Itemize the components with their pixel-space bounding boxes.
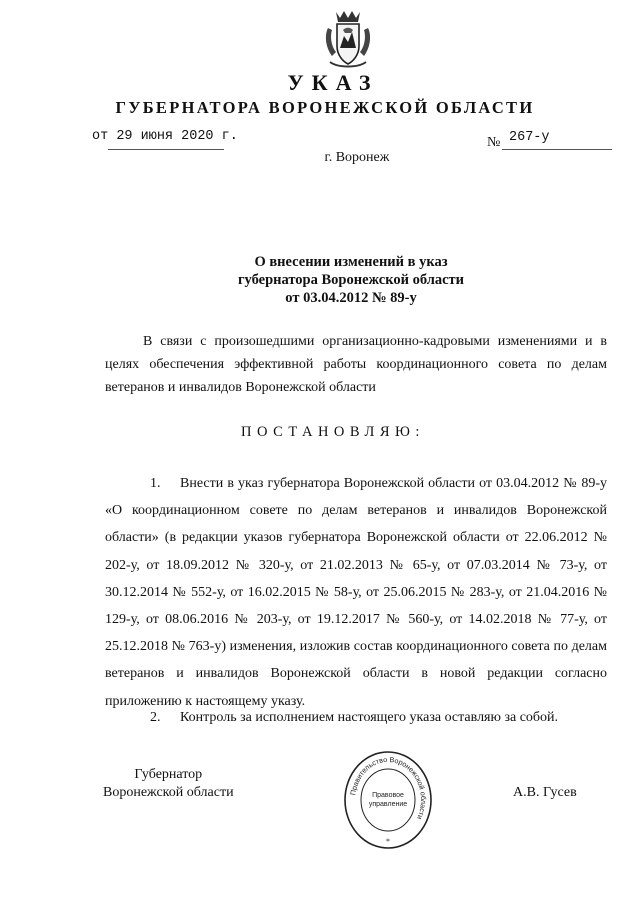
intro-paragraph: В связи с произошедшими организационно-кадровыми изменениями и в целях обеспечения эффективной работы координационного совета по делам ветеранов и инвалидов Воронежской области xyxy=(105,334,607,395)
issuer-title: ГУБЕРНАТОРА ВОРОНЕЖСКОЙ ОБЛАСТИ xyxy=(115,98,535,117)
list-item xyxy=(105,470,607,715)
item-text: Внести в указ губернатора Воронежской области от 03.04.2012 № 89-у «О координационном совете по делам ветеранов и инвалидов Воронежской области» (в редакции указов губернатора Воронежской области от 22.06.2012 № 202-у, от 18.09.2012 № 320-у, от 21.02.2013 № 65-у, от 07.03.2014 № 73-у, от 30.12.2014 № 552-у, от 16.02.2015 № 58-у, от 25.06.2015 № 283-у, от 21.04.2016 № 129-у, от 08.06.2016 № 203-у, от 19.12.2017 № 560-у, от 14.02.2018 № 77-у, от 25.12.2018 № 763-у) изменения, изложив состав координационного совета по делам ветеранов и инвалидов Воронежской области в новой редакции согласно приложению к настоящему указу. xyxy=(105,476,607,709)
document-number: 267-у xyxy=(509,130,550,145)
heading-line-1: О внесении изменений в указ xyxy=(254,254,448,270)
item-text: Контроль за исполнением настоящего указа оставляю за собой. xyxy=(180,710,559,725)
voronezh-coat-of-arms-icon xyxy=(322,8,374,70)
number-label: № xyxy=(487,135,501,150)
seal-ring-text: Правительство Воронежской области xyxy=(348,754,429,821)
heading-line-2: губернатора Воронежской области xyxy=(237,272,465,288)
item-number: 2. xyxy=(150,710,161,725)
item-number: 1. xyxy=(150,476,161,491)
document-heading xyxy=(0,253,640,307)
date-value: 29 июня 2020 г. xyxy=(116,129,238,144)
official-seal-stamp xyxy=(343,750,433,850)
signer-position-line-2: Воронежской области xyxy=(103,785,234,800)
seal-center-line-2: управление xyxy=(368,801,408,808)
date-prefix: от xyxy=(92,129,109,144)
signer-name: А.В. Гусев xyxy=(513,785,577,800)
heading-line-3: от 03.04.2012 № 89-у xyxy=(285,290,417,306)
document-type-title: УКАЗ xyxy=(287,70,379,95)
city-label: г. Воронеж xyxy=(324,150,390,165)
signer-position-line-1: Губернатор xyxy=(134,767,203,782)
list-item xyxy=(105,704,607,731)
seal-center-line-1: Правовое xyxy=(372,792,404,799)
seal-star-icon: * xyxy=(386,837,390,846)
document-date xyxy=(92,129,238,144)
signer-position xyxy=(103,766,234,802)
decree-word: ПОСТАНОВЛЯЮ: xyxy=(241,424,425,440)
